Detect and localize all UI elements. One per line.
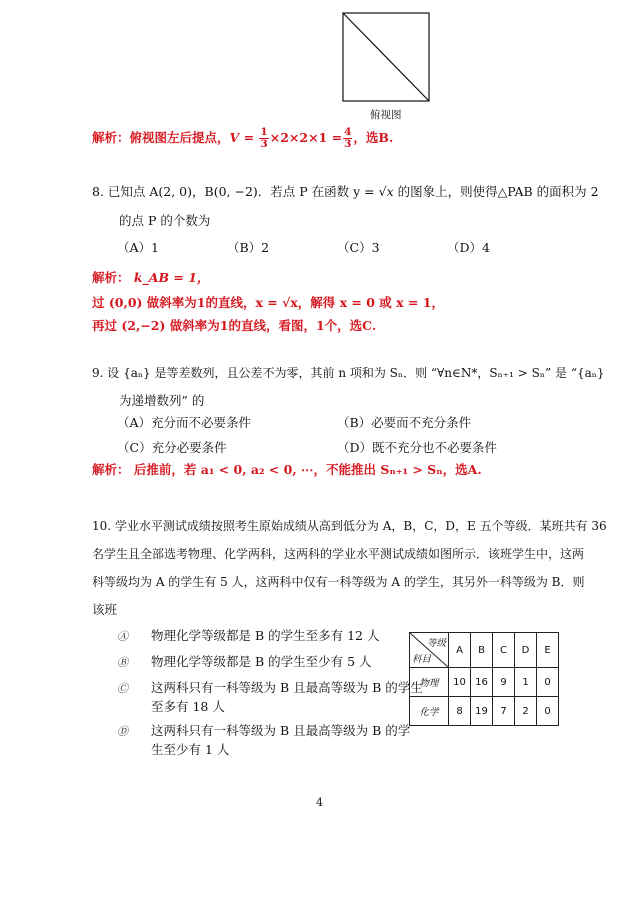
grade-header: E: [537, 633, 559, 668]
answer7-text-a: 俯视图左后提点，: [129, 130, 230, 145]
table-cell: 7: [493, 697, 515, 726]
answer7-text-b: ，选B.: [353, 130, 394, 145]
q10-stem-line1: 10. 学业水平测试成绩按照考生原始成绩从高到低分为 A，B，C，D，E 五个等级．某班共有 36: [92, 519, 607, 533]
q10-stem-line4: 该班: [92, 602, 118, 617]
diagonal-line: [343, 13, 429, 101]
table-cell: 9: [493, 668, 515, 697]
answer7-formula-lhs: V =: [229, 130, 259, 145]
table-cell: 10: [449, 668, 471, 697]
answer8-line1: 解析： k_AB = 1，: [92, 270, 210, 285]
q8-option-d: （D）4: [447, 240, 490, 255]
grade-header: C: [493, 633, 515, 668]
page-number: 4: [316, 796, 323, 809]
q10-option-d-mark: Ⓓ: [117, 725, 128, 738]
answer8-line2: 过 (0,0) 做斜率为1的直线，x = √x，解得 x = 0 或 x = 1，: [92, 295, 444, 310]
q9-option-a: （A）充分而不必要条件: [117, 415, 252, 430]
q9-stem-line2: 为递增数列” 的: [119, 393, 205, 408]
corner-label-grade: 等级: [426, 638, 446, 649]
answer7-line: [92, 127, 393, 150]
grade-table: [409, 632, 559, 726]
top-view-diagram: [342, 12, 432, 104]
table-cell: 1: [515, 668, 537, 697]
q10-option-a: Ⓐ 物理化学等级都是 B 的学生至多有 12 人: [117, 627, 379, 646]
corner-label-subject: 科目: [412, 654, 432, 665]
row-subject-physics: 物理: [410, 668, 449, 697]
grade-header: B: [471, 633, 493, 668]
answer7-label: 解析：: [92, 130, 130, 145]
table-cell: 0: [537, 697, 559, 726]
q9-option-d: （D）既不充分也不必要条件: [337, 440, 498, 455]
q8-option-a: （A）1: [117, 240, 159, 255]
q9-stem-line1: 9. 设 {aₙ} 是等差数列，且公差不为零，其前 n 项和为 Sₙ．则 “∀n∈N*，Sₙ₊₁ > Sₙ” 是 “{aₙ}: [92, 366, 605, 380]
table-corner-cell: [410, 633, 449, 668]
answer7-frac2: $\frac{4}{3}$: [344, 126, 352, 150]
table-cell: 8: [449, 697, 471, 726]
q10-option-c: Ⓒ 这两科只有一科等级为 B 且最高等级为 B 的学生: [117, 679, 423, 698]
q10-option-c-cont: 至多有 18 人: [151, 699, 225, 714]
q8-stem-line2: 的点 P 的个数为: [119, 213, 211, 228]
grade-header: D: [515, 633, 537, 668]
q8-option-b: （B）2: [227, 240, 270, 255]
q10-option-b: Ⓑ 物理化学等级都是 B 的学生至少有 5 人: [117, 653, 372, 672]
table-cell: 16: [471, 668, 493, 697]
table-row: [410, 697, 559, 726]
q9-option-c: （C）充分必要条件: [117, 440, 227, 455]
table-cell: 19: [471, 697, 493, 726]
sqrt-x: √x: [378, 184, 394, 199]
row-subject-chemistry: 化学: [410, 697, 449, 726]
q10-stem-line3: 科等级均为 A 的学生有 5 人，这两科中仅有一科等级为 A 的学生，其另外一科等级为 B．则: [92, 575, 585, 589]
table-cell: 2: [515, 697, 537, 726]
q10-stem-line2: 名学生且全部选考物理、化学两科，这两科的学业水平测试成绩如图所示．该班学生中，这两: [92, 547, 585, 561]
q10-option-a-mark: Ⓐ: [117, 630, 128, 643]
q10-option-d: Ⓓ 这两科只有一科等级为 B 且最高等级为 B 的学: [117, 722, 410, 741]
q9-option-b: （B）必要而不充分条件: [337, 415, 472, 430]
answer7-formula-mid: ×2×2×1 =: [269, 130, 343, 145]
answer9-line: 解析： 后推前，若 a₁ < 0, a₂ < 0, ⋯，不能推出 Sₙ₊₁ > Sₙ，选A.: [92, 462, 482, 477]
q10-option-b-mark: Ⓑ: [117, 656, 128, 669]
table-cell: 0: [537, 668, 559, 697]
q10-option-c-mark: Ⓒ: [117, 682, 128, 695]
top-view-caption: 俯视图: [370, 109, 402, 121]
answer8-line3: 再过 (2,−2) 做斜率为1的直线，看图，1个，选C.: [92, 318, 377, 333]
table-row: [410, 668, 559, 697]
answer7-frac1: $\frac{1}{3}$: [260, 126, 268, 150]
q8-option-c: （C）3: [337, 240, 380, 255]
q10-option-d-cont: 生至少有 1 人: [151, 742, 230, 757]
grade-header-row: [410, 633, 559, 668]
grade-header: A: [449, 633, 471, 668]
q8-stem-line1: 8. 已知点 A(2, 0)，B(0, −2)．若点 P 在函数 y = √x 的图象上，则使得△PAB 的面积为 2: [92, 184, 599, 199]
